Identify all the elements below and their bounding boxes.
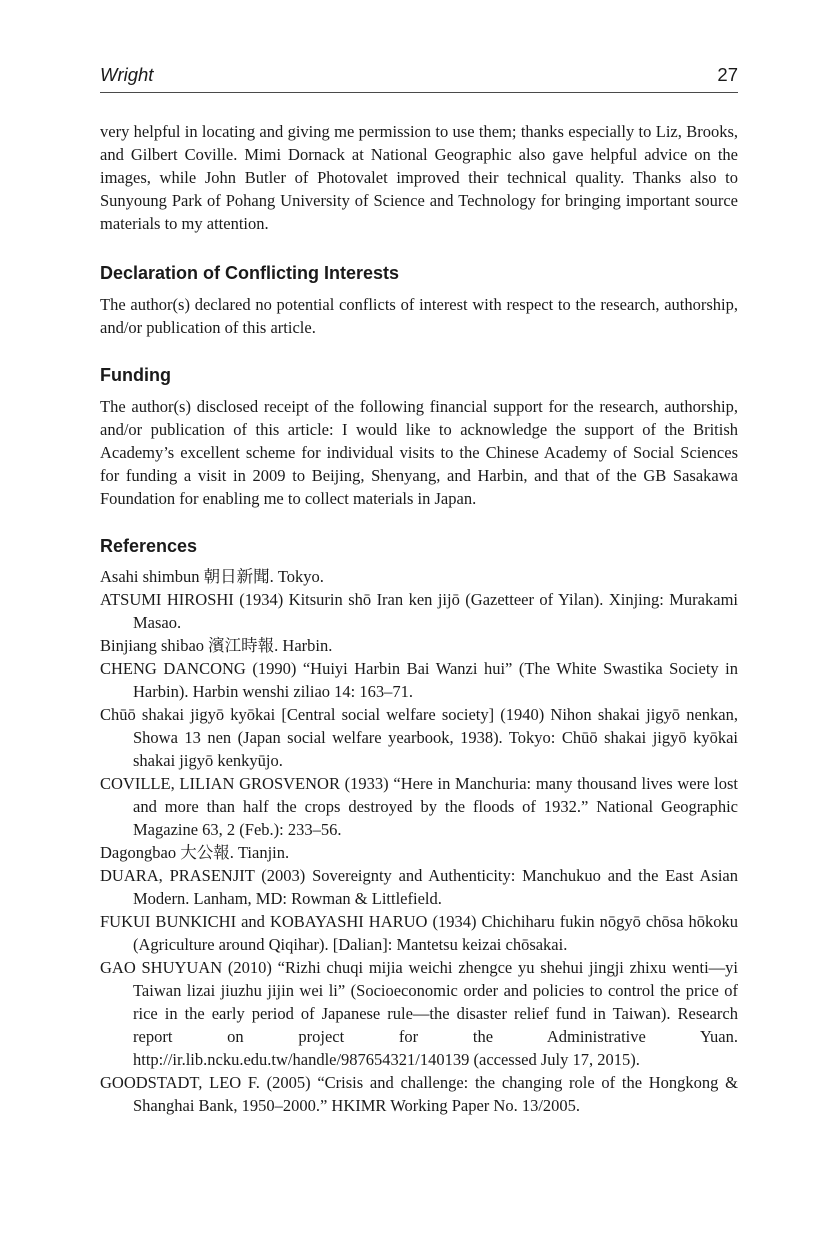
reference-list	[100, 565, 738, 1117]
reference-item: GOODSTADT, LEO F. (2005) “Crisis and challenge: the changing role of the Hongkong & Shanghai Bank, 1950–2000.” HKIMR Working Paper No. 13/2005.	[100, 1073, 738, 1115]
page-number: 27	[717, 64, 738, 85]
reference-item: COVILLE, LILIAN GROSVENOR (1933) “Here in Manchuria: many thousand lives were lost and more than half the crops destroyed by the floods of 1932.” National Geographic Magazine 63, 2 (Feb.): 233–56.	[100, 774, 738, 839]
reference-item: ATSUMI HIROSHI (1934) Kitsurin shō Iran ken jijō (Gazetteer of Yilan). Xinjing: Murakami Masao.	[100, 590, 738, 632]
journal-page	[100, 60, 738, 1117]
reference-item: CHENG DANCONG (1990) “Huiyi Harbin Bai Wanzi hui” (The White Swastika Society in Harbin). Harbin wenshi ziliao 14: 163–71.	[100, 659, 738, 701]
reference-item: DUARA, PRASENJIT (2003) Sovereignty and Authenticity: Manchukuo and the East Asian Modern. Lanham, MD: Rowman & Littlefield.	[100, 866, 738, 908]
funding-text: The author(s) disclosed receipt of the following financial support for the research, authorship, and/or publication of this article: I would like to acknowledge the support of the British Academy’s excellent scheme for individual visits to the Chinese Academy of Social Sciences for funding a visit in 2009 to Beijing, Shenyang, and Harbin, and that of the GB Sasakawa Foundation for enabling me to collect materials in Japan.	[100, 397, 738, 508]
running-head-author: Wright	[100, 64, 154, 85]
running-head	[100, 60, 738, 93]
conflicts-heading: Declaration of Conflicting Interests	[100, 263, 400, 283]
reference-item: GAO SHUYUAN (2010) “Rizhi chuqi mijia weichi zhengce yu shehui jingji zhixu wenti—yi Taiwan lizai jiuzhu jijin wei li” (Socioeconomic order and policies to control the price of rice in the early period of Japanese rule—the disaster relief fund in Taiwan). Research report on project for the Administrative Yuan. http://ir.lib.ncku.edu.tw/handle/987654321/140139 (accessed July 17, 2015).	[100, 958, 738, 1069]
reference-item: FUKUI BUNKICHI and KOBAYASHI HARUO (1934) Chichiharu fukin nōgyō chōsa hōkoku (Agriculture around Qiqihar). [Dalian]: Mantetsu keizai chōsakai.	[100, 912, 738, 954]
reference-item: Dagongbao 大公報. Tianjin.	[100, 843, 290, 862]
references-heading: References	[100, 536, 198, 556]
acknowledgments-continuation: very helpful in locating and giving me permission to use them; thanks especially to Liz, Brooks, and Gilbert Coville. Mimi Dornack at National Geographic also gave helpful advice on the images, while John Butler of Photovalet improved their technical quality. Thanks also to Sunyoung Park of Pohang University of Science and Technology for bringing important source materials to my attention.	[100, 122, 738, 233]
reference-item: Asahi shimbun 朝日新聞. Tokyo.	[100, 567, 324, 586]
reference-item: Chūō shakai jigyō kyōkai [Central social welfare society] (1940) Nihon shakai jigyō nenkan, Showa 13 nen (Japan social welfare yearbook, 1938). Tokyo: Chūō shakai jigyō kyōkai shakai jigyō kenkyūjo.	[100, 705, 738, 770]
funding-heading: Funding	[100, 365, 171, 385]
conflicts-text: The author(s) declared no potential conflicts of interest with respect to the research, authorship, and/or publication of this article.	[100, 295, 738, 337]
reference-item: Binjiang shibao 濱江時報. Harbin.	[100, 636, 333, 655]
